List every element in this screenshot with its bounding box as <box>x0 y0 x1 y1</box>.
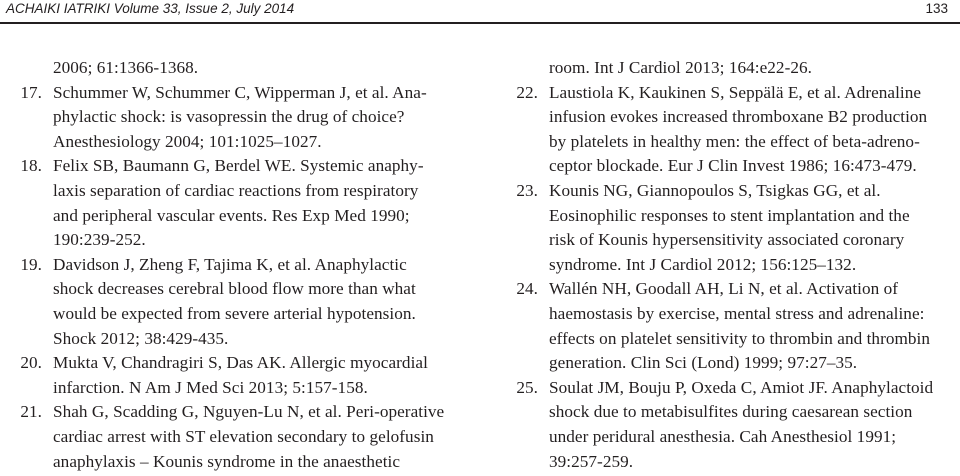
reference-number: 25. <box>516 377 538 397</box>
right-column <box>508 56 952 474</box>
reference-number: 20. <box>20 353 42 373</box>
reference-25 <box>508 376 952 474</box>
reference-24 <box>508 277 952 375</box>
reference-number: 22. <box>516 82 538 102</box>
journal-title: ACHAIKI IATRIKI Volume 33, Issue 2, July 2014 <box>6 1 295 16</box>
reference-number: 17. <box>20 82 42 102</box>
reference-text: Mukta V, Chandragiri S, Das AK. Allergic myocardial infarction. N Am J Med Sci 2013; 5:157-158. <box>53 353 428 397</box>
reference-text: Shah G, Scadding G, Nguyen-Lu N, et al. Peri-operative cardiac arrest with ST elevation secondary to gelofusin anaphylaxis – Kounis syndrome in the anaesthetic <box>53 402 445 471</box>
reference-21 <box>12 400 472 474</box>
reference-number: 19. <box>20 254 42 274</box>
page-number: 133 <box>925 1 948 16</box>
reference-continuation <box>12 56 472 81</box>
reference-text: Soulat JM, Bouju P, Oxeda C, Amiot JF. Anaphylactoid shock due to metabisulfites during caesarean section under peridural anesthesia. Cah Anesthesiol 1991; 39:257-259. <box>549 377 934 471</box>
left-column <box>12 56 472 474</box>
reference-continuation <box>508 56 952 81</box>
reference-number: 23. <box>516 180 538 200</box>
reference-text: Schummer W, Schummer C, Wipperman J, et al. Ana- phylactic shock: is vasopressin the drug of choice? Anesthesiology 2004; 101:1025–1027. <box>53 82 427 151</box>
reference-20 <box>12 351 472 400</box>
reference-text: room. Int J Cardiol 2013; 164:e22-26. <box>549 58 812 77</box>
reference-number: 21. <box>20 402 42 422</box>
reference-number: 18. <box>20 156 42 176</box>
reference-text: Felix SB, Baumann G, Berdel WE. Systemic anaphy- laxis separation of cardiac reactions from respiratory and peripheral vascular events. Res Exp Med 1990; 190:239-252. <box>53 156 424 250</box>
reference-number: 24. <box>516 279 538 299</box>
reference-18 <box>12 154 472 252</box>
reference-text: Davidson J, Zheng F, Tajima K, et al. Anaphylactic shock decreases cerebral blood flow more than what would be expected from severe arterial hypotension. Shock 2012; 38:429-435. <box>53 254 416 348</box>
reference-text: Laustiola K, Kaukinen S, Seppälä E, et al. Adrenaline infusion evokes increased thromboxane B2 production by platelets in healthy men: the effect of beta-adreno- ceptor blockade. Eur J Clin Invest 1986; 16:473-479. <box>549 82 928 176</box>
reference-17 <box>12 81 472 155</box>
reference-19 <box>12 253 472 351</box>
reference-text: Wallén NH, Goodall AH, Li N, et al. Activation of haemostasis by exercise, mental stress and adrenaline: effects on platelet sensitivity to thrombin and thrombin generation. Clin Sci (Lond) 1999; 97:27–35. <box>549 279 931 373</box>
header-rule <box>0 22 960 24</box>
reference-text: Kounis NG, Giannopoulos S, Tsigkas GG, et al. Eosinophilic responses to stent implantation and the risk of Kounis hypersensitivity associated coronary syndrome. Int J Cardiol 2012; 156:125–132. <box>549 180 910 274</box>
reference-22 <box>508 81 952 179</box>
running-header <box>0 0 960 30</box>
reference-23 <box>508 179 952 277</box>
reference-text: 2006; 61:1366-1368. <box>53 58 199 77</box>
